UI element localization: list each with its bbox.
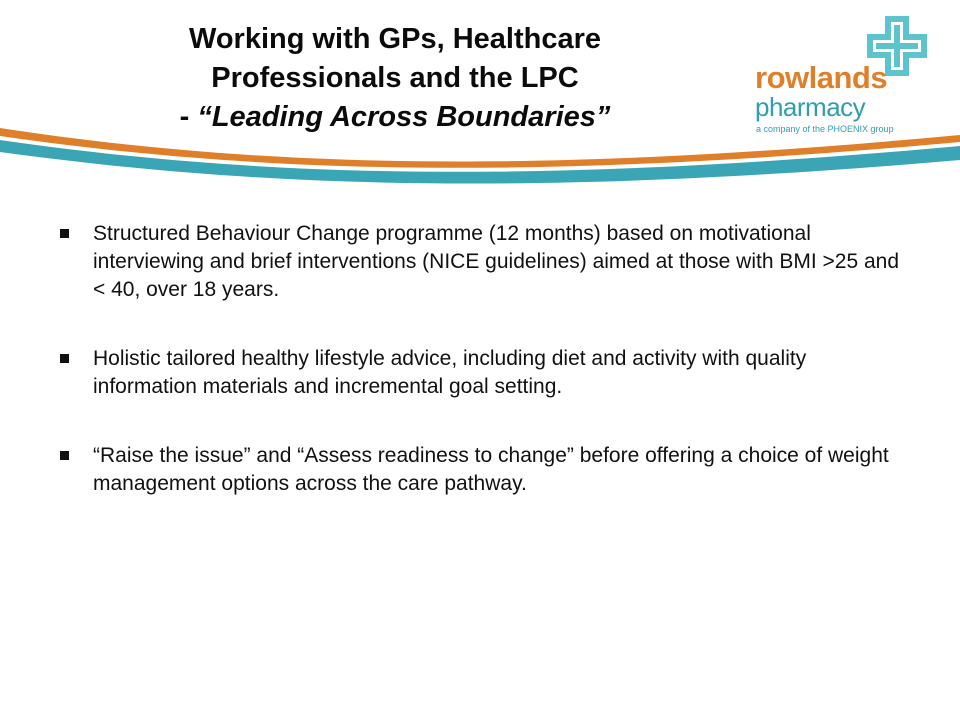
square-bullet-icon	[60, 229, 69, 238]
title-dash: -	[179, 101, 198, 133]
bullet-list	[58, 220, 908, 539]
title-line-2: Professionals and the LPC	[211, 62, 579, 94]
title-line-1: Working with GPs, Healthcare	[188, 23, 601, 55]
title-italic: “Leading Across Boundaries”	[197, 101, 611, 133]
square-bullet-icon	[60, 451, 69, 460]
bullet-item	[58, 345, 908, 401]
bullet-text: “Raise the issue” and “Assess readiness to change” before offering a choice of weight management options across the care pathway.	[93, 444, 889, 495]
bullet-item	[58, 220, 908, 304]
bullet-item	[58, 442, 908, 498]
rowlands-pharmacy-logo	[752, 12, 952, 142]
slide-title	[60, 20, 730, 137]
brand-tagline: a company of the PHOENIX group	[756, 124, 894, 134]
bullet-text: Holistic tailored healthy lifestyle advice, including diet and activity with quality information materials and incremental goal setting.	[93, 347, 807, 398]
bullet-text: Structured Behaviour Change programme (12 months) based on motivational interviewing and brief interventions (NICE guidelines) aimed at those with BMI >25 and < 40, over 18 years.	[93, 222, 900, 301]
square-bullet-icon	[60, 354, 69, 363]
title-line-3	[60, 98, 730, 137]
brand-name: rowlands	[755, 60, 888, 95]
brand-subname: pharmacy	[755, 92, 866, 122]
